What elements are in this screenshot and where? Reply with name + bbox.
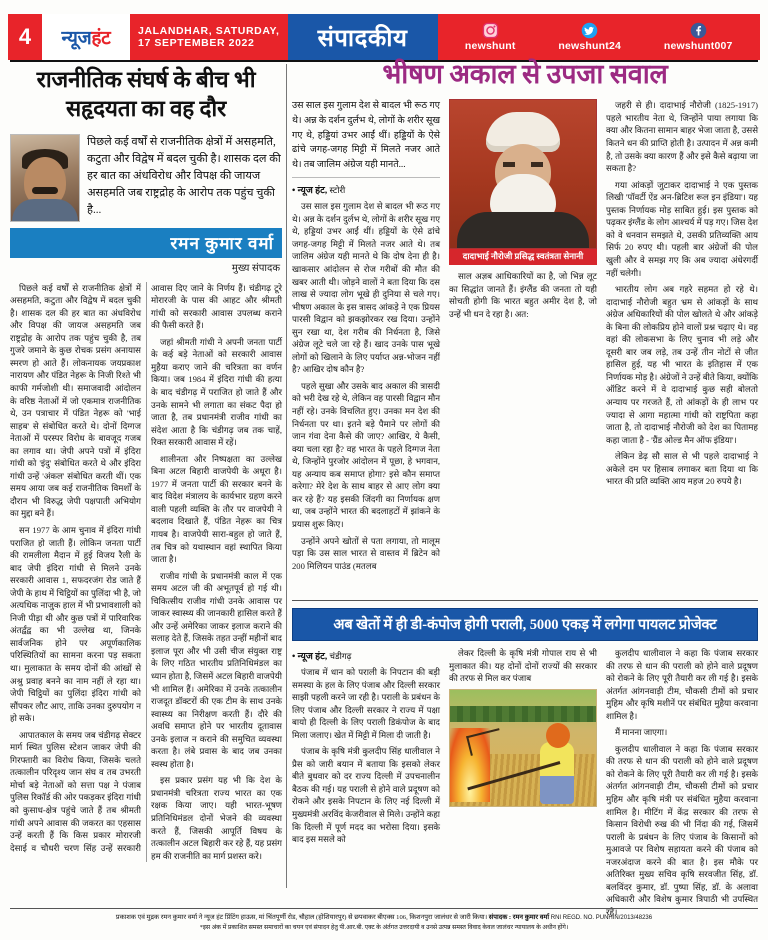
feature-paragraph: गया आंकड़ों जुटाकर दादाभाई ने एक पुस्तक लिखी 'पॉवर्टी ऐंड अन-ब्रिटिश रूल इन इंडिया'। यह पुस्तक निर्णायक मोड़ साबित हुई। इस पुस्तक को पढ़कर इंग्लैंड के लोग आश्चर्य में पड़ गए। जिस देश को वे धनवान समझते थे, उसकी प्रतिव्यक्ति आय सिर्फ 20 रुपए थी। पहली बार अंग्रेजों की पोल खुली और वे समझ गए कि अब ज्यादा अंधेरगर्दी नहीं चलेगी। [606,179,758,278]
editorial-author-role: मुख्य संपादक [231,262,280,274]
social-handles-bar [438,14,760,60]
social-item-facebook[interactable] [664,22,733,52]
feature-column-2 [449,99,597,576]
bullet-icon: • [292,186,296,197]
editorial-body [10,282,282,863]
bottom-column-1 [292,647,440,922]
facebook-icon [690,22,707,39]
twitter-icon [581,22,598,39]
editorial-paragraph: सन 1977 के आम चुनाव में इंदिरा गांधी पराजित हो जाती हैं। लोकिन जनता पार्टी की रामलीला मैदान में हुई विजय रैली के बाद जेपी इंदिरा गांधी से मिलने उनके सरकारी आवास 1, सफदरजंग रोड जाते हैं जेपी के हाथ में चिट्ठियों का पुलिंदा भी है, जो अत्यधिक नाजुक हाल में भी प्रभावशाली को निजी पीड़ा थी और कुछ पत्रों में पारिवारिक अंतर्द्वंद्व का भी उल्लेख था, जिनके सार्वजनिक होने पर अपूर्णकालिक परिस्थितियों का सामना करना पड़ सकता था। मुलाकात के समय दोनों की आंखों से अश्रु प्रवाह बनने का नाम नहीं ले रहा था। जेपी चिट्ठियों का पुलिंदा इंदिरा गांधी को सौंपकर लौट आए, ताकि उनका दुरुपयोग न हो सके। [10,524,141,724]
footer-publisher-text: प्रकाशक एवं मुद्रक रमन कुमार वर्मा ने न्यूज हंट प्रिंटिंग हाऊस, मां चिंतपूर्णी रोड, चौहाल (होशियारपुर) से छपवाकर बीएक्स 106, किशनपुरा जालंधर से जारी किया। [115,913,488,921]
feature-column-1 [292,99,440,576]
bottom-paragraph: कुलदीप धालीवाल ने कहा कि पंजाब सरकार की तरफ से धान की पराली को होने वाले प्रदूषण को रोकने के लिए पूरी तैयारी कर ली गई है। इसके अंतर्गत आंगनवाड़ी टीम, चौकसी टीमों को प्रचार मुहिम और कृषि मंत्री पर संबंधित मुहैया करवाना शामिल है। मीटिंग में केंद्र सरकार की तरफ से किसान विरोधी रुख की भी निंदा की गई, जिसमें पराली के प्रबंधन के लिए पंजाब के किसानों को मुआवजे पर विशेष सहायता करने की पंजाब को नजरअंदाज करने की बात है। इस मौके पर अतिरिक्त मुख्य सचिव कृषि सरवजीत सिंह, डॉ. बलविंदर कुमार, डॉ. पुष्पा सिंह, डॉ. के अलावा अधिकारी और विशेष कुमार त्रिपाठी भी उपस्थित रहे। [606,743,758,917]
dateline-line-1: JALANDHAR, SATURDAY, [138,24,280,37]
section-title: संपादकीय [288,14,438,60]
editorial-paragraph: आपातकाल के समय जब चंडीगढ़ सेक्टर मार्ग स्थित पुलिस स्टेशन जाकर जेपी की गिरफ्तारी का विरोध किया, जिसके चलते तत्कालीन परिदृश्य जान संघ व तब उभरती मोर्चा बड़े नेताओं को सत्ता पक्ष ने पंजाब पुलिस रिकॉर्ड की ओर पकड़कर इंदिरा गांधी को कुसाध-क्षेत्र पहुंचे जाते हैं तब श्रीमती गांधी अपने आवास की जकरत का एहसास उन्हें करती हैं कि किस प्रकार मोरारजी देसाई व चौधरी चरण सिंह उन्हें सरकारी आवास दिए जाने के निर्णय हैं। चंडीगढ़ टूरे मोरारजी के पास की आहट और श्रीमती गांधी को सरकारी आवास उपलब्ध कराने की फैसी करते हैं। [10,282,282,853]
stubble-burning-photo [449,689,597,807]
social-handle-instagram: newshunt [464,40,516,52]
bottom-source-place: चंडीगढ़ [329,651,352,661]
editorial-paragraph: पिछले कई वर्षों से राजनीतिक क्षेत्रों में असहमति, कटुता और विद्वेष में बदल चुकी है। शासक दल की हर बात का अंधविरोध और विपक्ष की जायज असहमति जब राष्ट्रद्रोह के आरोप तक पहुंच चुकी है, तब गुजरे जमाने के कुछ रोचक प्रसंग अनायास स्मरण हो आते हैं। लोकनायक जयप्रकाश नारायण और पंडित नेहरू के निजी रिश्ते भी काफी गर्मजोशी थी। समाजवादी आंदोलन के वरिष्ठ नेताओं में जो एकमात्र राजनीतिक थे, उन पत्राचार में पंडित नेहरू को 'भाई साहब' से संबोधित करते थे। दोनों दिग्गज नेताओं में परस्पर विरोध के बावजूद गजब का लगाव था। जेपी अपने पत्रों में इंदिरा गांधी को 'इंदु' संबोधित करते थे और इंदिरा गांधी उन्हें 'अंकल' संबोधित करती थीं। एक समय आया जब कई राजनीतिक विमर्शों के दौरान भी विरुद्ध जेपी पक्षपाती अभियोग का मुद्दा बने हैं। [10,282,141,519]
bottom-story-banner-headline: अब खेतों में ही डी-कंपोज होगी पराली, 5000 एकड़ में लगेगा पायलट प्रोजेक्ट [292,608,758,641]
footer-disclaimer: *इस अंक में प्रकाशित समस्त समाचारों का चयन एवं संपादन हेतु पी.आर.बी. एक्ट के अंर्तगत उत्तरदायी व उनसे उत्पन्न समस्त विवाद केवल जालंधर न्यायालय के अधीन होंगे। [199,923,569,931]
author-photo [10,134,80,222]
feature-paragraph: लेकिन डेढ़ सौ साल से भी पहले दादाभाई ने अकेले दम पर हिसाब लगाकर बता दिया था कि भारत की प्रति व्यक्ति आय महज 20 रुपये है। [606,451,758,487]
feature-col2-body [449,270,597,320]
feature-source: न्यूज हंट [297,186,325,197]
dateline [130,14,288,60]
editorial-author-name: रमन कुमार वर्मा [10,228,282,258]
editorial-intro-block [10,134,282,222]
social-handle-twitter: newshunt24 [558,40,622,52]
editorial-article [10,64,282,862]
feature-paragraph: साल अज्ञब आधिकारियों का है, जो भिन्न लूट का सिद्धांत जानते हैं। इंग्लैंड की जनता तो यही सोचती होगी कि भारत बहुत अमीर देश है, जो उन्हें भी धन दे रहा है। अत: [449,271,597,319]
editorial-paragraph: राजीव गांधी के प्रधानमंत्री काल में एक समय अटल जी की अभूतपूर्व हो गई थी। चिकित्सीय राजीव गांधी उनके आवास पर जाकर स्वास्थ्य की जानकारी हासिल करते हैं और उन्हें अमेरिका जाकर इलाज कराने की सलाह देते हैं, जिसके तहत उन्हीं महीनों बाद इलाज पूरा और भी उसी चीज संयुक्त राष्ट्र के लिए गठित भारतीय प्रतिनिधिमंडल का ध्यान होता है, जिसमें अटल बिहारी वाजपेयी भी शामिल हैं। अमेरिका में उनके तत्कालीन राजदूत डॉक्टरों की एक टीम के साथ उनके स्वास्थ्य का निरीक्षण करती हैं। दौरे की अवधि समाप्त होने पर भारतीय दूतावास उनके इलाज न कराने की समुचित व्यवस्था करता है। लंबे प्रवास के बाद जब उनका स्वस्थ होता है। [151,570,282,769]
masthead [8,14,760,60]
footer-editor-text: संपादक : रमन कुमार वर्मा [488,913,550,921]
bottom-story [292,608,758,922]
feature-article [292,58,758,576]
bottom-col3-body [606,647,758,918]
feature-bottom-rule [292,600,758,601]
page-number-box [8,14,42,60]
bottom-source-line: • न्यूज हंट, चंडीगढ़ [292,651,352,662]
bottom-column-2 [449,647,597,922]
bottom-col1-body [292,666,440,846]
social-item-twitter[interactable] [558,22,621,52]
feature-paragraph: उस साल इस गुलाम देश से बादल भी रूठ गए थे। अन्न के दर्शन दुर्लभ थे, लोगों के शरीर सूख गए थे, हड्डियां उभर आईं थीं। हड्डियों के ऐसे ढांचे जगह-जगह मिट्टी में मिलते नजर आते थे। तब जालिम अंग्रेज यही मानते थे कि दोष देना ही है। खाकसार आंदोलन से रोज गरीबों की मौत की खबर आती थी। जोड़ने वालों ने बता दिया कि दस लाख से ज्यादा लोग भूखे ही दुनिया से चले गए। भीषण अकाल के इस त्रासद आंकड़े ने एक प्रियस पारसी विद्वान को झकझोरकर रख दिया। उन्होंने सुन रखा था, देश गरीब की निर्धनता है, जिसे अंग्रेज लूटे चले जा रहे हैं। खाद उनके पास भूखे लोगों को खिलाने के लिए पर्याप्त अन्न-भोजन नहीं है? आखिर दोष कौन है? [292,201,440,375]
feature-source-place: स्टोरी [329,185,346,196]
feature-paragraph: जहरी से ही। दादाभाई नौरोजी (1825-1917) पहले भारतीय नेता थे, जिन्होंने पाया लगाया कि क्या और कितना सामान बाहर भेजा जाता है, उससे कितने धन की प्राप्ति होती है। उत्पादन में अन्न कमी है, तो उसके क्या कारण हैं और इसे कैसे बढ़ाया जा सकता है? [606,100,758,174]
editorial-paragraph: शालीनता और निष्पक्षता का उल्लेख बिना अटल बिहारी वाजपेयी के अधूरा है। 1977 में जनता पार्टी की सरकार बनने के बाद विदेश मंत्रालय के कार्यभार ग्रहण करने वाली पहली व्यक्ति के तौर पर वाजपेयी ने बदलाव दिखाते हैं, पंडित नेहरू का चित्र गायब है। वाजपेयी सारा-बहुल हो जाते हैं, तब चित्र को यथास्थान वहां स्थापित किया जाता है। [151,453,282,565]
page-number: 4 [18,24,32,49]
footer-imprint [10,908,758,932]
editorial-paragraph: जहां श्रीमती गांधी ने अपनी जनता पार्टी के कई बड़े नेताओं को सरकारी आवास मुहैया कराए जाने की चरित्रता का वर्णन किया। जब 1984 में इंदिरा गांधी की हत्या के बाद चंडीगढ़ में पराजित हो जाते हैं और उनके सामने भी लगाता का संकट पैदा हो जाता है, तब प्रधानमंत्री राजीव गांधी का संदेश आता है कि चंडीगढ़ जब तक चाहें, रिक्त सरकारी आवास में रहें। [151,336,282,448]
instagram-icon [482,22,499,39]
bottom-story-columns [292,647,758,922]
dadabhai-naoroji-portrait [449,99,597,249]
bottom-paragraph: मैं मानना जाएगा। [615,727,668,738]
footer-registration: RNI REGD. NO. PUNHIN/2013/48236 [550,914,653,921]
portrait-caption: दादाभाई नौरोजी प्रसिद्ध स्वतंत्रता सेनानी [449,249,597,265]
bullet-icon: • [292,652,296,662]
bottom-paragraph: पंजाब के कृषि मंत्री कुलदीप सिंह धालीवाल ने प्रैस को जारी बयान में बताया कि इसको लेकर बीते बुधवार को दर राज्य दिल्ली में उपचनालीन बैठक की गई। यह पराली से होने वाले प्रदूषण को रोकने और इसके निपटान के लिए नई दिल्ली में मुख्यमंत्री अरविंद केजरीवाल से मिले। उन्होंने कहा कि दिल्ली में पूर्ण मदद का भरोसा दिया। इसके बाद इस मसले को [292,746,440,845]
feature-col1-body [292,200,440,572]
publication-logo [42,14,130,60]
bottom-col2-intro [449,647,597,685]
logo-word-news: न्यूज [61,28,92,49]
feature-paragraph: भारतीय लोग अब गहरे सहमत हो रहे थे। दादाभाई नौरोजी बहुत भ्रम से आंकड़ों के साथ अंग्रेज अधिकारियों की पोल खोलते थे और आंकड़े के बिना की लोकप्रिय होने वालों प्रश्न चढ़ाए थे। वह वहां की लोकसभा के लिए चुनाव भी लड़े और दूसरी बार जब लड़े, तब उन्हें तीन नोटों से जीत हासिल हुई, यह भी भारत के इतिहास में एक निर्णायक मोड़ है। अंग्रेजों ने उन्हें बीते किया, क्योंकि ऑडिट करने में वे दादाभाई कुछ सही बोलतो अन्याय पर गरजते हैं, तो आंकड़ों के ही लाभ पर ज्यादा से आगा महात्मा गांधी को राष्ट्रपिता कहा जाता है, तो दादाभाई नौरोजी को देश का पितामह कहा जाता है - 'ग्रैंड ओल्ड मैन ऑफ इंडिया'। [606,284,758,445]
feature-headline: भीषण अकाल से उपजा सवाल [382,59,668,89]
feature-column-3 [606,99,758,576]
feature-paragraph: पहले सुखा और उसके बाद अकाल की त्रासदी को भरी देख रहे थे, लेकिन वह पारसी विद्वान मौन नहीं रहे। उनके विचलित हुए। उनका मन देश की निर्धनता पर था। इतने बड़े पैमाने पर लोगों की जान गंवा देना कैसे की जाए? आखिर, ये कैसी, क्या चला रहा है? वह भारत के पहले दिग्गज नेता थे, जिन्होंने पुरजोर आंदोलन में पूछा, हे भगवान, यह अन्याय कब समाप्त होगा? इसे कौन समाप्त करेगा? मेरे देश के साथ बाहर से आए लोग क्या कर रहे हैं? यह इसकी जिंदगी का निर्णायक क्षण था, जब उन्होंने भारत की बदलाहटों में झांकने के प्रयास शुरू किए। [292,380,440,529]
editorial-standfirst: पिछले कई वर्षों से राजनीतिक क्षेत्रों में असहमति, कटुता और विद्वेष में बदल चुकी है। शासक दल की हर बात का अंधविरोध और विपक्ष की जायज असहमति जब राष्ट्रद्रोह के आरोप तक पहुंच चुकी है... [87,135,281,216]
feature-col3-body [606,99,758,487]
main-column-divider [286,64,287,888]
bottom-paragraph: पंजाब में धान को पराली के निपटान की बड़ी समस्या के हल के लिए पंजाब और दिल्ली सरकार साझी पहली करने जा रही है। पराली के प्रबंधन के लिए पंजाब और दिल्ली सरकार ने राज्य में पक्षा बायो ही दिल्ली के लिए पराली डिकंपोज के बाद मिला जलाए। खेत में मिट्टी में मिला दी जाती है। [292,667,440,740]
editorial-paragraph: इस प्रकार प्रसंग यह भी कि देश के प्रधानमंत्री चरित्रता राज्य भारत का एक रक्षक किया जाए। यही भारत-भूषण प्रतिनिधिमंडल दोनों भेजने की व्यवस्था करते हैं, जिसकी आपूर्ति विषय के तत्कालीन अटल बिहारी कर रहे हैं, यह प्रसंग हम की राजनीति का मार्ग प्रशस्त करे। [151,775,282,861]
feature-columns [292,99,758,576]
bottom-paragraph: लेकर दिल्ली के कृषि मंत्री गोपाल राय से भी मुलाकात की। यह दोनों दोनों राज्यों की सरकार की तरफ से मिल कर पंजाब [449,648,597,684]
logo-word-hunt: हंट [91,28,111,49]
bottom-source: न्यूज हंट [297,652,325,662]
social-handle-facebook: newshunt007 [663,40,733,52]
social-item-instagram[interactable] [465,22,516,52]
feature-paragraph: उन्होंने अपने खोतों से पता लगाया, तो मालूम पड़ा कि उस साल भारत से वास्तव में ब्रिटेन को 200 मिलियन पाउंड (मतलब [292,535,440,571]
bottom-column-3 [606,647,758,922]
dateline-line-2: 17 SEPTEMBER 2022 [138,37,255,49]
feature-source-line: • न्यूज हंट, स्टोरी [292,177,440,200]
feature-standfirst: उस साल इस गुलाम देश से बादल भी रूठ गए थे। अन्न के दर्शन दुर्लभ थे, लोगों के शरीर सूख गए थे, हड्डियां उभर आईं थीं। हड्डियों के ऐसे ढांचे जगह-जगह मिट्टी में मिलते नजर आते थे। तब जालिम अंग्रेज यही मानते... [292,101,440,170]
bottom-paragraph: कुलदीप धालीवाल ने कहा कि पंजाब सरकार की तरफ से धान की पराली को होने वाले प्रदूषण को रोकने के लिए पूरी तैयारी कर ली गई है। इसके अंतर्गत आंगनवाड़ी टीम, चौकसी टीमों को प्रचार मुहिम और कृषि मशीनें पर संबंधित मुहैया करवाना शामिल है। [606,648,758,721]
editorial-headline: राजनीतिक संघर्ष के बीच भी सहृदयता का वह दौर [36,67,256,121]
